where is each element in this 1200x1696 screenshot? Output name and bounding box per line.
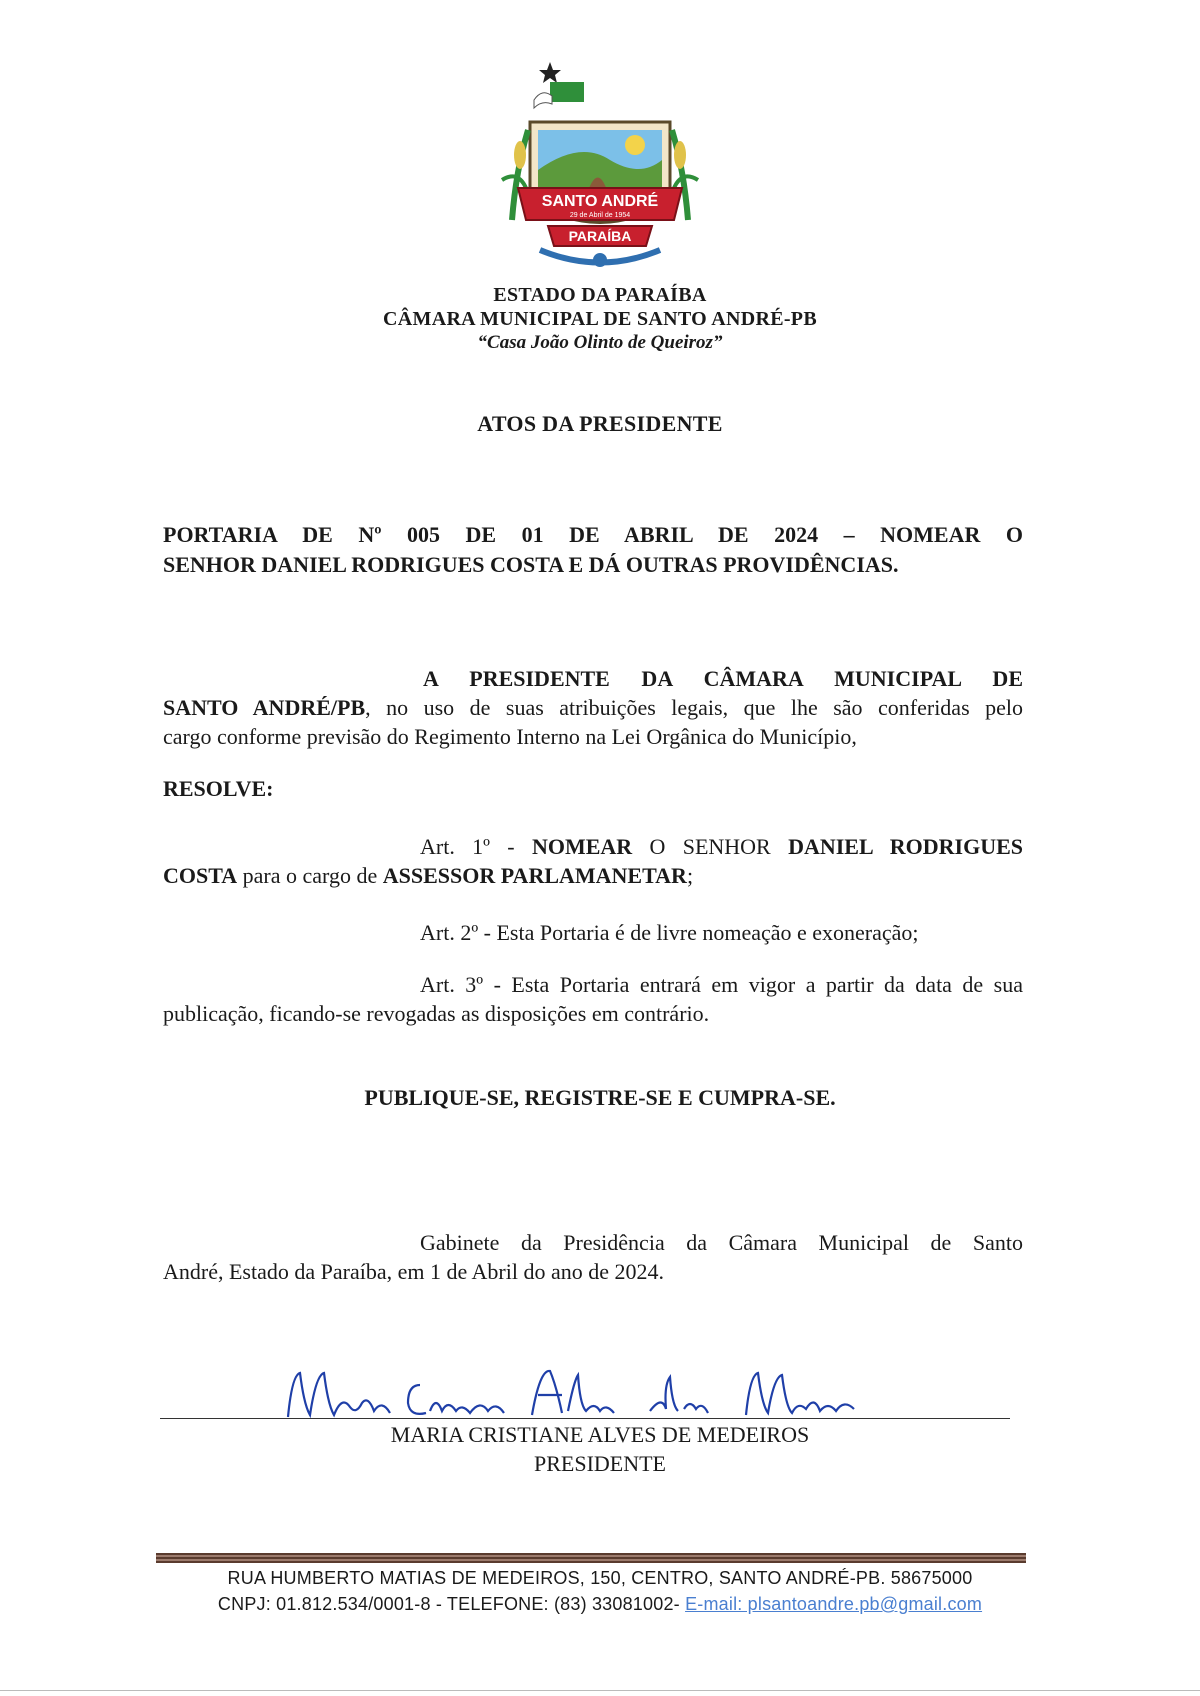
article-1-line2 xyxy=(163,863,693,888)
header-state: ESTADO DA PARAÍBA xyxy=(493,284,707,306)
resolve-heading: RESOLVE: xyxy=(163,776,274,801)
footer-email-link[interactable]: E-mail: plsantoandre.pb@gmail.com xyxy=(685,1594,983,1614)
header-house-name: “Casa João Olinto de Queiroz” xyxy=(477,332,723,353)
signatory-name: MARIA CRISTIANE ALVES DE MEDEIROS xyxy=(390,1422,810,1447)
article-1-mid: O SENHOR xyxy=(632,834,789,859)
footer-contact xyxy=(0,1594,1200,1615)
section-title: ATOS DA PRESIDENTE xyxy=(477,411,723,436)
preamble-paragraph xyxy=(163,664,1023,751)
article-3-line1: Art. 3º - Esta Portaria entrará em vigor a partir da data de sua xyxy=(420,972,1023,997)
gabinete-line1: Gabinete da Presidência da Câmara Municipal de Santo xyxy=(420,1230,1023,1255)
preamble-line1: A PRESIDENTE DA CÂMARA MUNICIPAL DE xyxy=(423,666,1023,691)
closing-statement: PUBLIQUE-SE, REGISTRE-SE E CUMPRA-SE. xyxy=(364,1085,836,1110)
article-3-line2: publicação, ficando-se revogadas as disposições em contrário. xyxy=(163,1001,710,1026)
preamble-line2-rest: , no uso de suas atribuições legais, que lhe são conferidas pelo xyxy=(365,695,1023,720)
signatory-role: PRESIDENTE xyxy=(534,1451,666,1476)
article-1 xyxy=(163,832,1023,890)
preamble-bold-start: SANTO ANDRÉ/PB xyxy=(163,695,366,720)
header-chamber: CÂMARA MUNICIPAL DE SANTO ANDRÉ-PB xyxy=(383,308,817,330)
article-1-mid2: para o cargo de xyxy=(237,863,383,888)
footer-address: RUA HUMBERTO MATIAS DE MEDEIROS, 150, CENTRO, SANTO ANDRÉ-PB. 58675000 xyxy=(227,1568,973,1588)
article-1-label: Art. 1º - xyxy=(420,834,532,859)
preamble-line2 xyxy=(163,693,1023,722)
portaria-title-line1: PORTARIA DE Nº 005 DE 01 DE ABRIL DE 2024 – NOMEAR O xyxy=(163,522,1023,547)
signature-line xyxy=(160,1418,1010,1419)
article-1-line1 xyxy=(163,832,1023,861)
footer-contact-text: CNPJ: 01.812.534/0001-8 - TELEFONE: (83) 33081002- xyxy=(217,1594,686,1614)
portaria-title xyxy=(163,520,1023,580)
page-bottom-edge xyxy=(0,1690,1200,1691)
preamble-line3: cargo conforme previsão do Regimento Interno na Lei Orgânica do Município, xyxy=(163,724,857,749)
portaria-title-line2: SENHOR DANIEL RODRIGUES COSTA E DÁ OUTRAS PROVIDÊNCIAS. xyxy=(163,552,899,577)
article-2: Art. 2º - Esta Portaria é de livre nomeação e exoneração; xyxy=(420,920,919,945)
article-1-role: ASSESSOR PARLAMANETAR xyxy=(382,863,687,888)
article-1-name1: DANIEL RODRIGUES xyxy=(788,834,1023,859)
footer-divider xyxy=(156,1553,1026,1563)
article-1-end: ; xyxy=(686,863,694,888)
crest-banner-bottom: PARAÍBA xyxy=(568,228,632,244)
municipal-crest-logo xyxy=(490,60,710,290)
article-3 xyxy=(163,970,1023,1028)
gabinete-line2: André, Estado da Paraíba, em 1 de Abril do ano de 2024. xyxy=(163,1259,664,1284)
article-1-name2: COSTA xyxy=(163,863,238,888)
crest-banner-top: SANTO ANDRÉ xyxy=(541,193,659,210)
crest-banner-date: 29 de Abril de 1954 xyxy=(569,212,631,219)
gabinete-paragraph xyxy=(163,1228,1023,1286)
article-1-verb: NOMEAR xyxy=(531,834,633,859)
